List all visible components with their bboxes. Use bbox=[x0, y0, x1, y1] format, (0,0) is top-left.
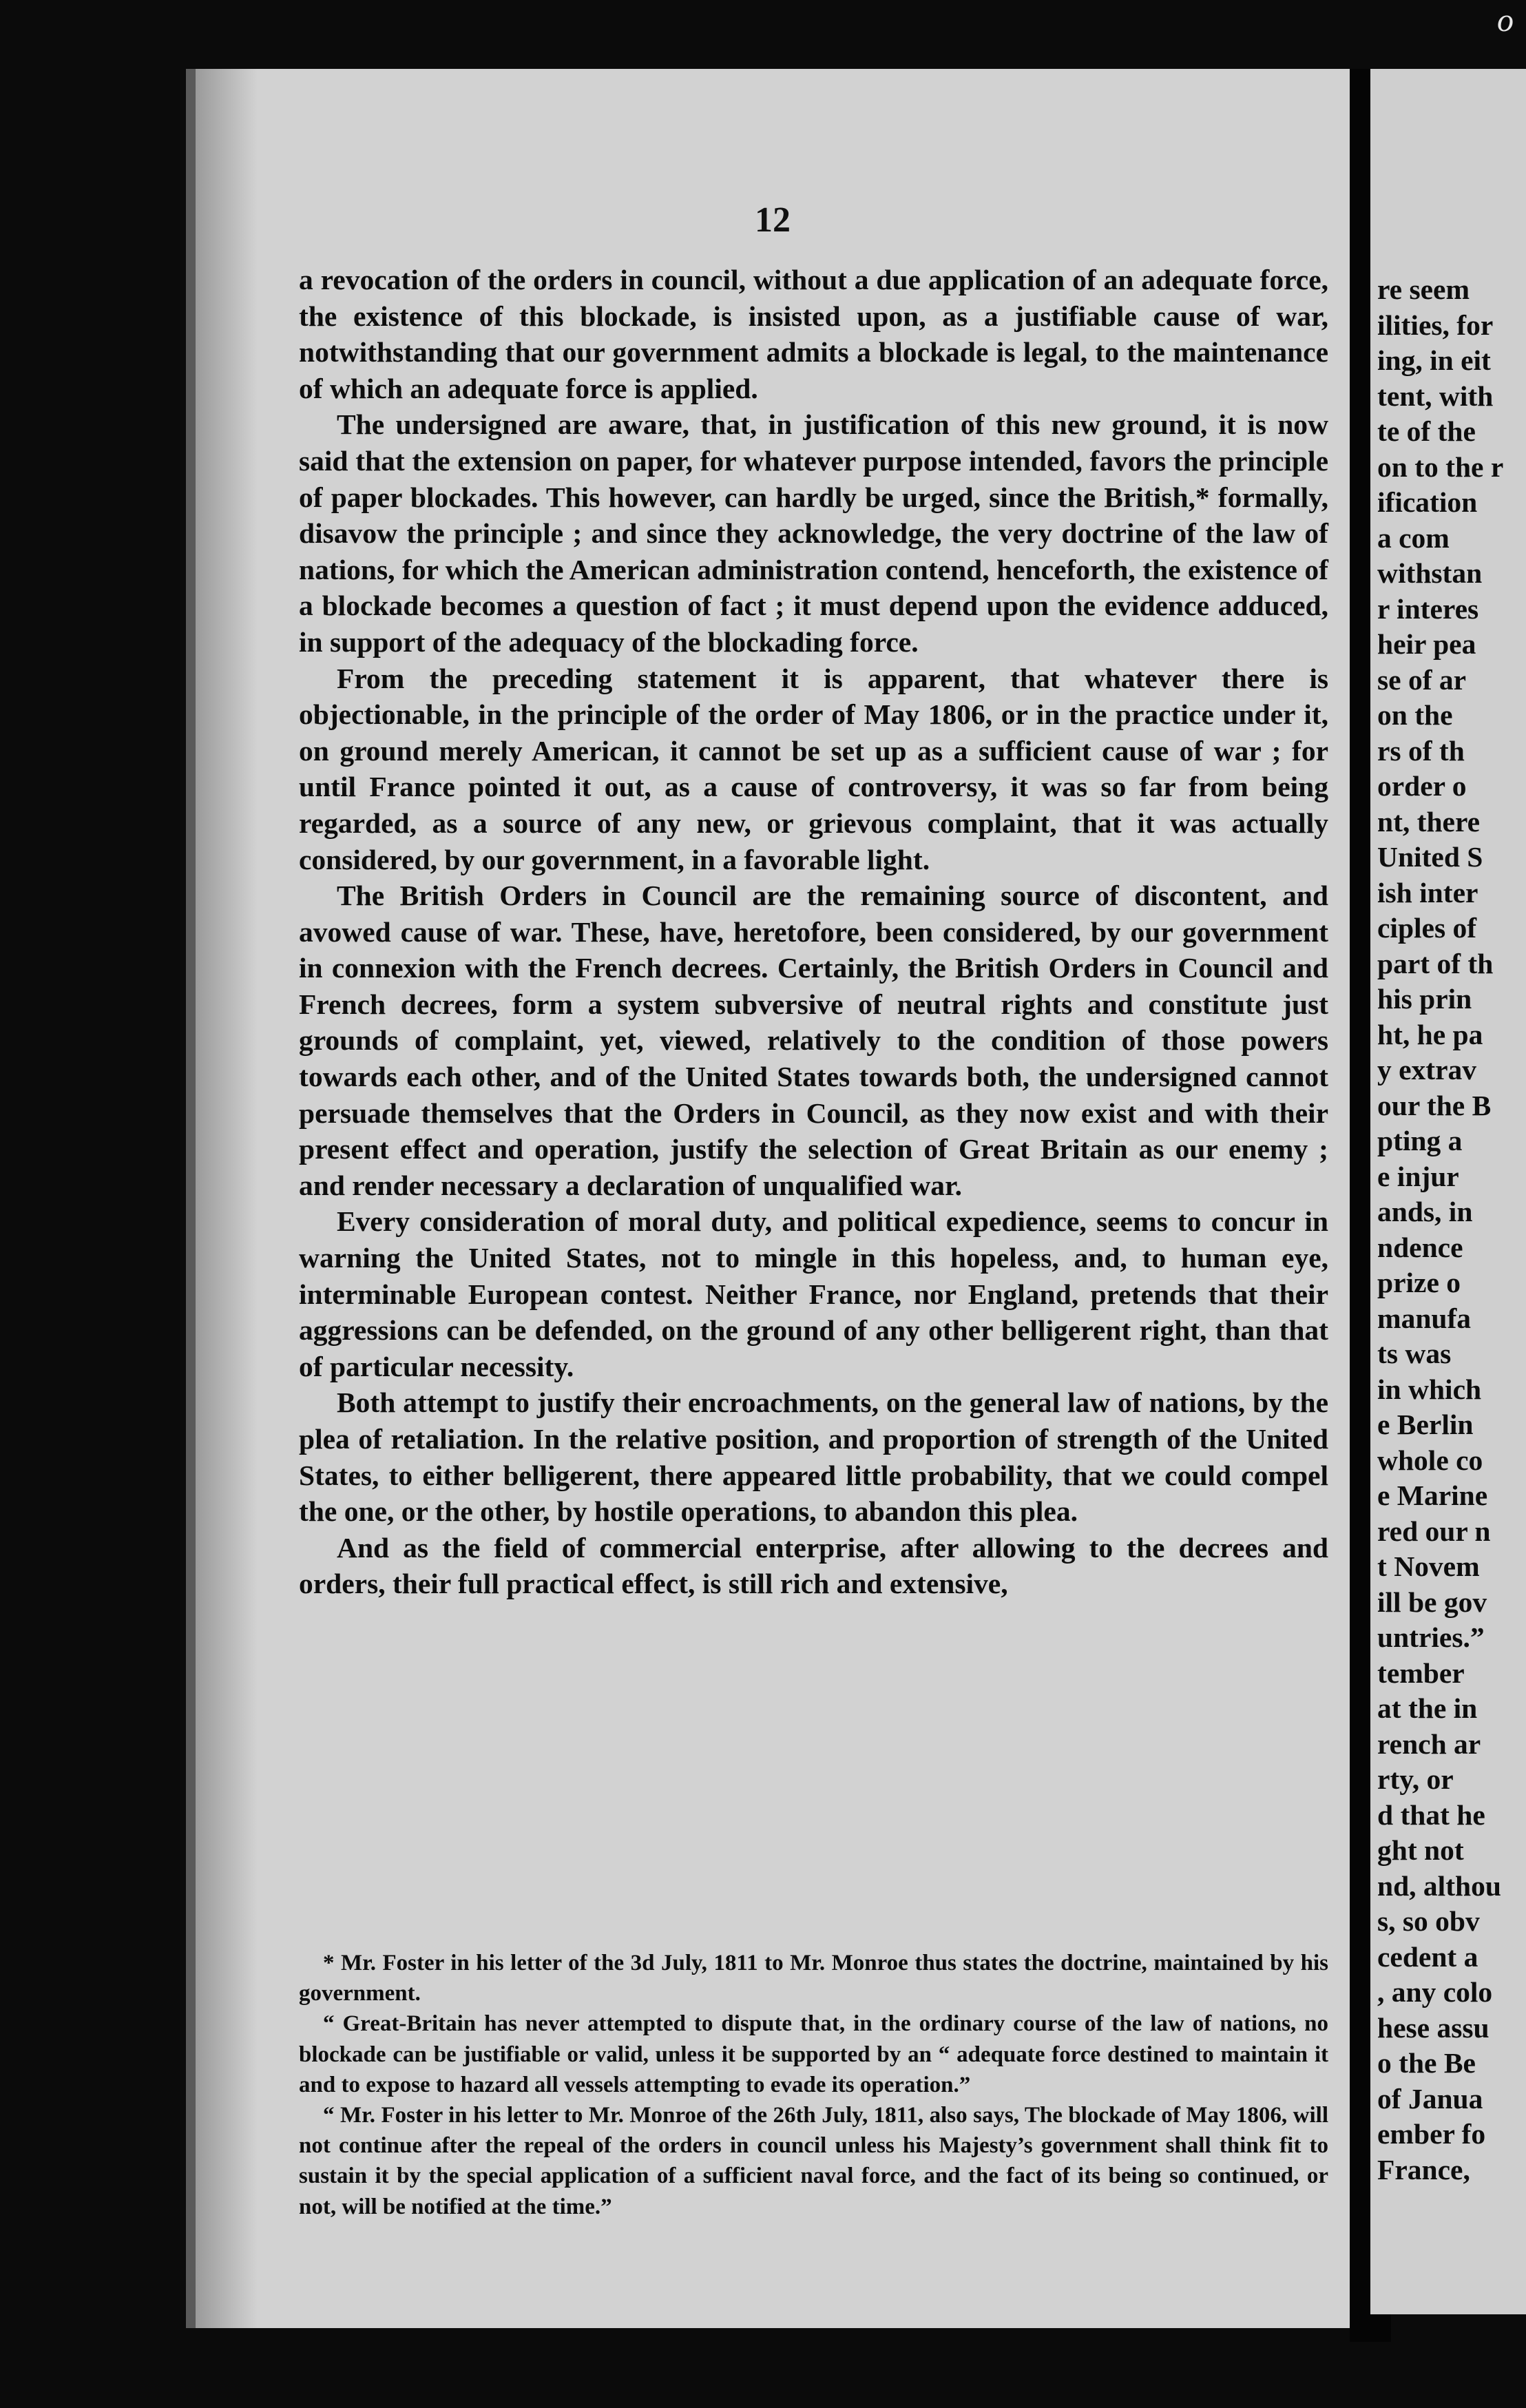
adjacent-page-line: ht, he pa bbox=[1377, 1018, 1483, 1050]
adjacent-page-line: ciples of bbox=[1377, 912, 1477, 944]
adjacent-page-line: heir pea bbox=[1377, 628, 1476, 660]
adjacent-page-line: tent, with bbox=[1377, 380, 1494, 412]
book-page bbox=[186, 69, 1350, 2328]
adjacent-page-line: at the in bbox=[1377, 1692, 1478, 1724]
adjacent-page-text bbox=[1377, 272, 1526, 2188]
body-text bbox=[299, 262, 1328, 1602]
adjacent-page-line: r interes bbox=[1377, 592, 1479, 625]
adjacent-page-line: red our n bbox=[1377, 1515, 1491, 1547]
adjacent-page-line: order o bbox=[1377, 770, 1467, 802]
footnotes bbox=[299, 1948, 1328, 2222]
adjacent-page-line: ing, in eit bbox=[1377, 344, 1491, 376]
paragraph: And as the field of commercial enterprise, after allowing to the decrees and orders, their full practical effect, is still rich and extensive, bbox=[299, 1531, 1328, 1600]
adjacent-page-line: rench ar bbox=[1377, 1727, 1481, 1760]
adjacent-page-line: pting a bbox=[1377, 1125, 1463, 1156]
adjacent-page-line: withstan bbox=[1377, 557, 1483, 589]
adjacent-page-line: ts was bbox=[1377, 1338, 1452, 1369]
adjacent-page-line: his prin bbox=[1377, 983, 1472, 1015]
adjacent-page-line: d that he bbox=[1377, 1798, 1485, 1831]
adjacent-page-line: ght not bbox=[1377, 1834, 1464, 1866]
adjacent-page-line: on to the r bbox=[1377, 450, 1504, 483]
paragraph: From the preceding statement it is apparent, that whatever there is objectionable, in the principle of the order of May 1806, or in the practice under it, on ground merely American, it cannot be set up as a sufficient cause of war ; for until France pointed it out, as a cause of controversy, it was so far from being regarded, as a source of any new, or grievous complaint, that it was actually considered, by our government, in a favorable light. bbox=[299, 662, 1328, 875]
adjacent-page-line: s, so obv bbox=[1377, 1905, 1480, 1937]
adjacent-page-line: tember bbox=[1377, 1657, 1465, 1689]
adjacent-page-line: te of the bbox=[1377, 415, 1476, 447]
adjacent-page-line: whole co bbox=[1377, 1444, 1483, 1476]
adjacent-page-line: France, bbox=[1377, 2153, 1470, 2186]
adjacent-page-line: , any colo bbox=[1377, 1976, 1493, 2008]
footnote: * Mr. Foster in his letter of the 3d July, 1811 to Mr. Monroe thus states the doctrine, maintained by his government. bbox=[299, 1951, 1328, 2006]
adjacent-page-line: e Berlin bbox=[1377, 1409, 1474, 1440]
adjacent-page-line: e Marine bbox=[1377, 1480, 1488, 1511]
adjacent-page-line: cedent a bbox=[1377, 1940, 1478, 1973]
adjacent-page-line: nt, there bbox=[1377, 805, 1481, 838]
adjacent-page-line: prize o bbox=[1377, 1267, 1461, 1298]
adjacent-page-line: rs of th bbox=[1377, 734, 1465, 767]
adjacent-page-line: on the bbox=[1377, 699, 1453, 731]
adjacent-page-line: ands, in bbox=[1377, 1196, 1473, 1227]
adjacent-page-line: United S bbox=[1377, 841, 1483, 873]
adjacent-page-line: nd, althou bbox=[1377, 1869, 1501, 1902]
page-number: 12 bbox=[755, 200, 791, 240]
adjacent-page-line: re seem bbox=[1377, 273, 1470, 305]
adjacent-page bbox=[1370, 69, 1526, 2314]
adjacent-page-line: ish inter bbox=[1377, 876, 1478, 909]
footnote: “ Mr. Foster in his letter to Mr. Monroe of the 26th July, 1811, also says, The blockade of May 1806, will not continue after the repeal of the orders in council unless his Majesty’s government shall think fit to sustain it by the special application of a sufficient naval force, and the fact of its being so continued, or not, will be notified at the time.” bbox=[299, 2103, 1328, 2219]
adjacent-page-line: a com bbox=[1377, 521, 1450, 554]
adjacent-page-line: rty, or bbox=[1377, 1763, 1454, 1795]
adjacent-page-line: ification bbox=[1377, 486, 1478, 518]
adjacent-page-line: ill be gov bbox=[1377, 1586, 1487, 1618]
adjacent-page-line: t Novem bbox=[1377, 1550, 1480, 1582]
adjacent-page-line: part of th bbox=[1377, 947, 1494, 979]
footnote: “ Great-Britain has never attempted to dispute that, in the ordinary course of the law of nations, no blockade can be justifiable or valid, unless it be supported by an “ adequate force destined to maintain it and to expose to hazard all vessels attempting to evade its operation.” bbox=[299, 2011, 1328, 2097]
adjacent-page-line: of Janua bbox=[1377, 2082, 1483, 2115]
corner-mark: o bbox=[1497, 2, 1514, 39]
adjacent-page-line: ndence bbox=[1377, 1231, 1463, 1263]
adjacent-page-line: se of ar bbox=[1377, 663, 1467, 696]
adjacent-page-line: ember fo bbox=[1377, 2118, 1486, 2150]
adjacent-page-line: e injur bbox=[1377, 1160, 1459, 1192]
adjacent-page-line: o the Be bbox=[1377, 2047, 1476, 2079]
adjacent-page-line: hese assu bbox=[1377, 2011, 1490, 2044]
paragraph: Both attempt to justify their encroachments, on the general law of nations, by the plea of retaliation. In the relative position, and proportion of strength of the United States, to either belligerent, there appeared little probability, that we could compel the one, or the other, by hostile operations, to abandon this plea. bbox=[299, 1387, 1328, 1528]
adjacent-page-line: y extrav bbox=[1377, 1054, 1477, 1086]
paragraph: Every consideration of moral duty, and political expedience, seems to concur in warning the United States, not to mingle in this hopeless, and, to human eye, interminable European contest. Neither France, nor England, pretends that their aggressions can be defended, on the ground of any other belligerent right, than that of particular necessity. bbox=[299, 1205, 1328, 1382]
adjacent-page-line: manufa bbox=[1377, 1302, 1472, 1334]
paragraph: a revocation of the orders in council, without a due application of an adequate force, the existence of this blockade, is insisted upon, as a justifiable cause of war, notwithstanding that our government admits a blockade is legal, to the maintenance of which an adequate force is applied. bbox=[299, 264, 1328, 404]
paragraph: The undersigned are aware, that, in justification of this new ground, it is now said that the extension on paper, for whatever purpose intended, favors the principle of paper blockades. This however, can hardly be urged, since the British,* formally, disavow the principle ; and since they acknowledge, the very doctrine of the law of nations, for which the American administration contend, henceforth, the existence of a blockade becomes a question of fact ; it must depend upon the evidence adduced, in support of the adequacy of the blockading force. bbox=[299, 408, 1328, 658]
adjacent-page-line: our the B bbox=[1377, 1089, 1492, 1121]
adjacent-page-line: ilities, for bbox=[1377, 309, 1494, 341]
paragraph: The British Orders in Council are the remaining source of discontent, and avowed cause of war. These, have, heretofore, been considered, by our government in connexion with the French decrees. Certainly, the British Orders in Council and French decrees, form a system subversive of neutral rights and constitute just grounds of complaint, yet, viewed, relatively to the condition of those powers towards each other, and of the United States towards both, the undersigned cannot persuade themselves that the Orders in Council, as they now exist and with their present effect and operation, justify the selection of Great Britain as our enemy ; and render necessary a declaration of unqualified war. bbox=[299, 880, 1328, 1201]
adjacent-page-line: in which bbox=[1377, 1373, 1482, 1405]
adjacent-page-line: untries.” bbox=[1377, 1621, 1485, 1653]
